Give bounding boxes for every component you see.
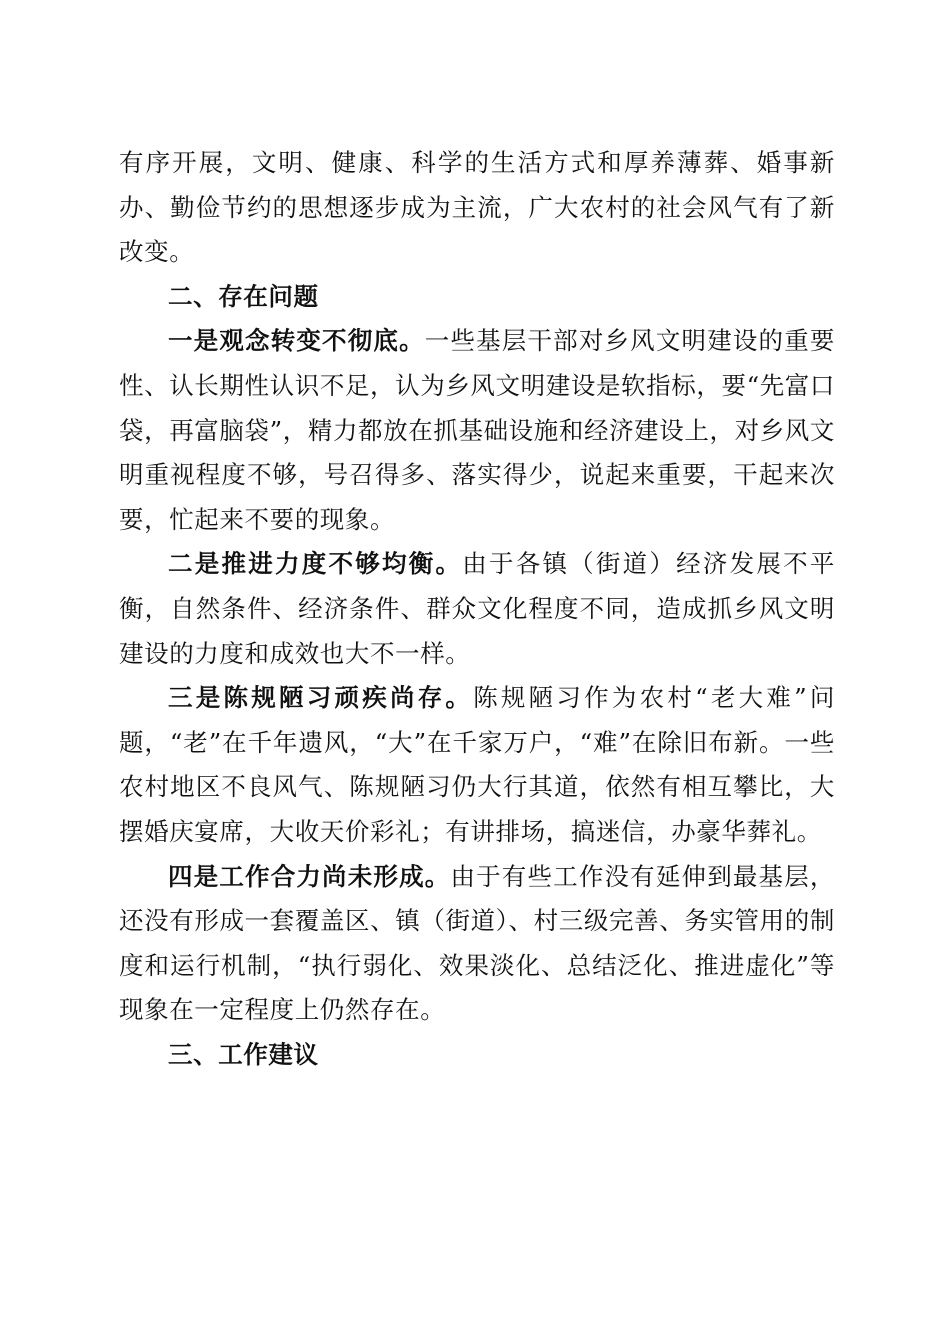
paragraph-problem-3 [119,676,835,854]
section-heading-problems: 二、存在问题 [168,281,319,311]
paragraph-problem-2 [119,542,835,676]
problem-4-body: 由于有些工作没有延伸到最基层，还没有形成一套覆盖区、镇（街道）、村三级完善、务实管用的制度和运行机制，“执行弱化、效果淡化、总结泛化、推进虚化”等现象在一定程度上仍然存在。 [119,861,835,1025]
section-heading-suggestions: 三、工作建议 [168,1039,319,1069]
problem-3-body: 陈规陋习作为农村“老大难”问题，“老”在千年遗风，“大”在千家万户，“难”在除旧布新。一些农村地区不良风气、陈规陋习仍大行其道，依然有相互攀比，大摆婚庆宴席，大收天价彩礼；有讲排场，搞迷信，办豪华葬礼。 [119,683,835,846]
paragraph-problem-4 [119,855,835,1033]
problem-4-lead: 四是工作合力尚未形成。 [168,861,451,891]
problem-2-lead: 二是推进力度不够均衡。 [168,549,463,579]
problem-1-body: 一些基层干部对乡风文明建设的重要性、认长期性认识不足，认为乡风文明建设是软指标，要“先富口袋，再富脑袋”，精力都放在抓基础设施和经济建设上，对乡风文明重视程度不够，号召得多、落实得少，说起来重要，干起来次要，忙起来不要的现象。 [119,326,835,534]
paragraph-continuation: 有序开展，文明、健康、科学的生活方式和厚养薄葬、婚事新办、勤俭节约的思想逐步成为主流，广大农村的社会风气有了新改变。 [119,148,835,267]
paragraph-problem-1 [119,319,835,542]
document-body [119,141,835,1077]
problem-3-lead: 三是陈规陋习顽疾尚存。 [168,683,474,713]
problem-2-body: 由于各镇（街道）经济发展不平衡，自然条件、经济条件、群众文化程度不同，造成抓乡风文明建设的力度和成效也大不一样。 [119,549,835,668]
problem-1-lead: 一是观念转变不彻底。 [168,326,425,356]
